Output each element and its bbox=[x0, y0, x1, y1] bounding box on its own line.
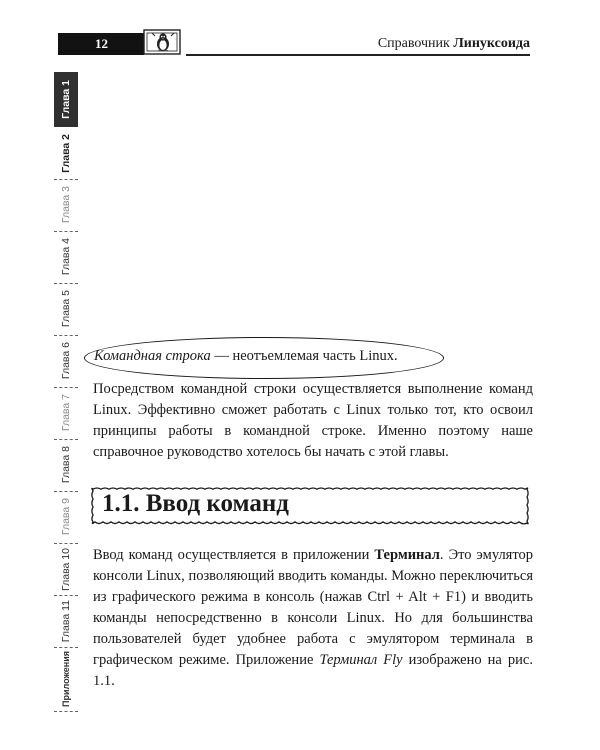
tab-label: Приложения bbox=[61, 651, 71, 707]
tab-chapter-2[interactable] bbox=[54, 127, 78, 180]
tab-label: Глава 2 bbox=[60, 133, 72, 173]
header-rule bbox=[186, 54, 530, 56]
tab-chapter-12[interactable] bbox=[54, 647, 78, 712]
section-bold-term: Терминал bbox=[374, 547, 440, 563]
section-text-2: . Это эмулятор консоли Linux, позволяющий вводить команды. Можно переключиться из графического режима в консоль (нажав Ctrl + Alt + F1) и вводить команды непосредственно в консоли Linux. Но для большинства пользователей будет удобнее работа с эмулятором терминала в графическом режиме. Приложение bbox=[93, 547, 533, 668]
tab-chapter-1[interactable] bbox=[54, 72, 78, 127]
tab-chapter-6[interactable] bbox=[54, 335, 78, 388]
section-text-3: изображено на рис. 1.1. bbox=[93, 652, 533, 689]
penguin-icon bbox=[143, 27, 183, 57]
tab-label: Глава 4 bbox=[60, 238, 72, 276]
callout-rest: — неотъемлемая часть Linux. bbox=[210, 348, 398, 364]
tab-label: Глава 9 bbox=[60, 498, 72, 536]
callout-text bbox=[94, 348, 398, 365]
tab-label: Глава 6 bbox=[60, 342, 72, 380]
tab-chapter-10[interactable] bbox=[54, 543, 78, 596]
tab-label: Глава 10 bbox=[60, 547, 72, 591]
tab-chapter-5[interactable] bbox=[54, 283, 78, 336]
section-heading: 1.1. Ввод команд bbox=[102, 490, 289, 517]
book-title bbox=[378, 36, 530, 52]
intro-paragraph: Посредством командной строки осуществляется выполнение команд Linux. Эффективно сможет работать с Linux только тот, кто освоил принципы работы в командной строке. Именно поэтому наше справочное руководство хотелось бы начать с этой главы. bbox=[93, 381, 533, 460]
tab-chapter-11[interactable] bbox=[54, 595, 78, 648]
tab-label: Глава 7 bbox=[60, 394, 72, 432]
chapter-tabs bbox=[54, 72, 78, 717]
section-italic-term: Терминал Fly bbox=[319, 652, 403, 668]
book-title-emph: Линуксоида bbox=[453, 36, 530, 51]
tab-label: Глава 5 bbox=[60, 290, 72, 328]
book-title-prefix: Справочник bbox=[377, 36, 450, 51]
page-number: 12 bbox=[95, 36, 108, 51]
tab-label: Глава 11 bbox=[60, 599, 72, 643]
tab-chapter-7[interactable] bbox=[54, 387, 78, 440]
section-paragraph bbox=[93, 545, 533, 692]
section-text-1: Ввод команд осуществляется в приложении bbox=[93, 547, 375, 563]
tab-chapter-9[interactable] bbox=[54, 491, 78, 544]
tab-label: Глава 1 bbox=[60, 80, 72, 119]
tab-chapter-8[interactable] bbox=[54, 439, 78, 492]
tab-label: Глава 3 bbox=[60, 186, 72, 224]
callout-term: Командная строка bbox=[94, 348, 211, 364]
tab-chapter-3[interactable] bbox=[54, 179, 78, 232]
tab-chapter-4[interactable] bbox=[54, 231, 78, 284]
tab-label: Глава 8 bbox=[60, 446, 72, 484]
